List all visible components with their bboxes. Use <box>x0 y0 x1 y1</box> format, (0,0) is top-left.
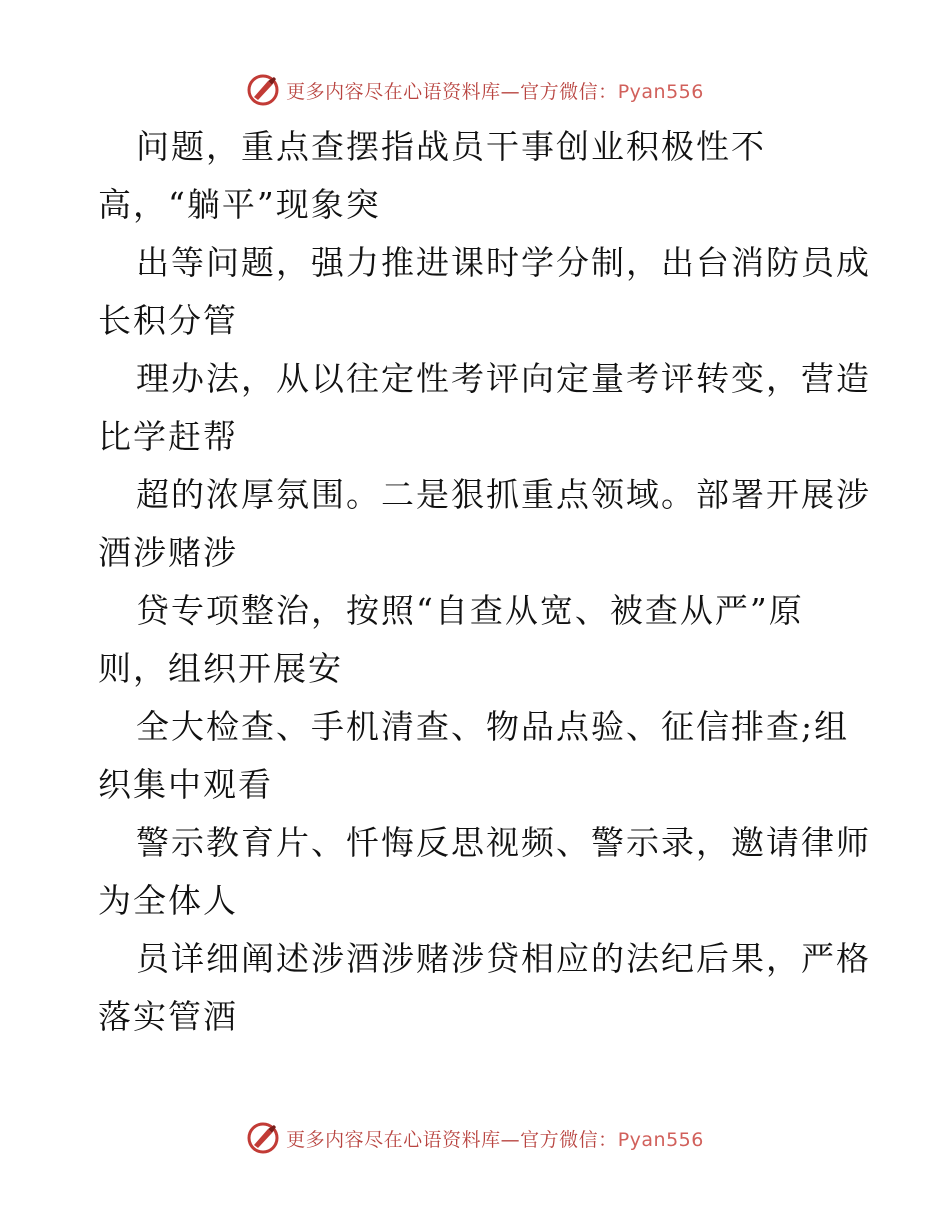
document-body <box>98 118 871 1046</box>
text-line: 理办法，从以往定性考评向定量考评转变，营造 <box>136 359 871 398</box>
text-line: 贷专项整治，按照“自查从宽、被查从严”原 <box>136 591 804 630</box>
header-watermark <box>0 70 950 110</box>
logo-icon <box>246 1121 280 1155</box>
text-line: 高，“躺平”现象突 <box>98 185 381 224</box>
text-line: 全大检查、手机清查、物品点验、征信排查;组 <box>136 707 850 746</box>
text-line: 织集中观看 <box>98 765 273 804</box>
text-line: 超的浓厚氛围。二是狠抓重点领域。部署开展涉 <box>136 475 871 514</box>
text-line: 落实管酒 <box>98 997 238 1036</box>
text-line: 为全体人 <box>98 881 238 920</box>
text-line: 问题，重点查摆指战员干事创业积极性不 <box>136 127 766 166</box>
text-line: 则，组织开展安 <box>98 649 343 688</box>
watermark-text: 更多内容尽在心语资料库—官方微信：Pyan556 <box>286 1128 704 1151</box>
footer-watermark <box>0 1118 950 1158</box>
text-line: 长积分管 <box>98 301 238 340</box>
text-line: 出等问题，强力推进课时学分制，出台消防员成 <box>136 243 871 282</box>
text-line: 警示教育片、忏悔反思视频、警示录，邀请律师 <box>136 823 871 862</box>
watermark-text: 更多内容尽在心语资料库—官方微信：Pyan556 <box>286 80 704 103</box>
text-line: 比学赶帮 <box>98 417 238 456</box>
text-line: 酒涉赌涉 <box>98 533 238 572</box>
text-line: 员详细阐述涉酒涉赌涉贷相应的法纪后果，严格 <box>136 939 871 978</box>
logo-icon <box>246 73 280 107</box>
